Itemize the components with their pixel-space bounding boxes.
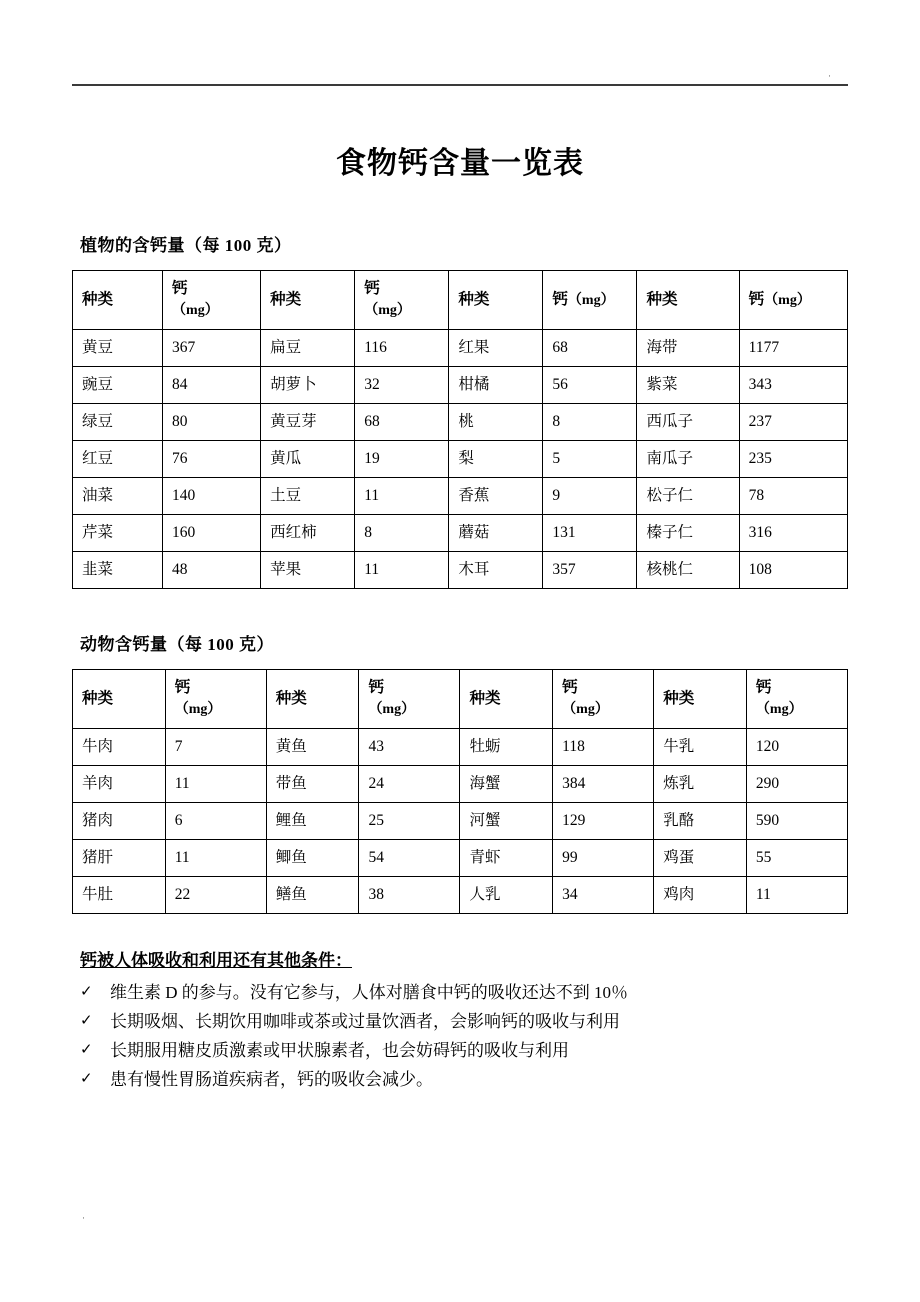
- column-header-label: 种类: [275, 690, 307, 707]
- list-item: [80, 1036, 848, 1065]
- calcium-value-cell: 140: [163, 478, 261, 515]
- food-name-cell: 紫菜: [637, 367, 739, 404]
- calcium-value-cell: 76: [163, 441, 261, 478]
- food-name-cell: 猪肝: [73, 840, 166, 877]
- food-name-cell: 香蕉: [449, 478, 543, 515]
- column-header: [261, 271, 355, 330]
- column-header-label: 种类: [270, 291, 302, 308]
- column-header-label: 钙: [748, 290, 765, 308]
- header-mark: ·: [828, 71, 831, 81]
- food-name-cell: 苹果: [261, 552, 355, 589]
- table-body: [73, 729, 848, 914]
- food-name-cell: 鸡蛋: [654, 840, 747, 877]
- food-name-cell: 韭菜: [73, 552, 163, 589]
- table-header-row: [73, 271, 848, 330]
- calcium-value-cell: 131: [543, 515, 637, 552]
- calcium-value-cell: 68: [543, 330, 637, 367]
- table-header-row: [73, 271, 848, 330]
- column-header-label: 种类: [82, 690, 114, 707]
- table-row: [73, 766, 848, 803]
- food-name-cell: 鲫鱼: [266, 840, 359, 877]
- column-header-label: 种类: [458, 291, 490, 308]
- table-header-row: [73, 670, 848, 729]
- food-name-cell: 牛肉: [73, 729, 166, 766]
- document-content: [72, 118, 848, 1094]
- table-row: [73, 515, 848, 552]
- table-header-row: [73, 670, 848, 729]
- column-header-label: 钙: [552, 290, 568, 308]
- column-header-label: 种类: [646, 291, 678, 308]
- calcium-value-cell: 6: [165, 803, 266, 840]
- table-row: [73, 404, 848, 441]
- column-header: [73, 271, 163, 330]
- calcium-value-cell: 8: [543, 404, 637, 441]
- calcium-value-cell: 5: [543, 441, 637, 478]
- food-name-cell: 黄鱼: [266, 729, 359, 766]
- column-header: [163, 271, 261, 330]
- food-name-cell: 黄豆: [73, 330, 163, 367]
- column-header-unit: （mg）: [755, 702, 803, 717]
- calcium-value-cell: 68: [355, 404, 449, 441]
- calcium-value-cell: 22: [165, 877, 266, 914]
- food-name-cell: 油菜: [73, 478, 163, 515]
- column-header: [460, 670, 553, 729]
- food-name-cell: 西红柿: [261, 515, 355, 552]
- column-header-unit: （mg）: [174, 702, 222, 717]
- calcium-value-cell: 80: [163, 404, 261, 441]
- column-header: [355, 271, 449, 330]
- calcium-value-cell: 316: [739, 515, 847, 552]
- calcium-value-cell: 129: [553, 803, 654, 840]
- calcium-value-cell: 32: [355, 367, 449, 404]
- column-header: [543, 271, 637, 330]
- tips-heading: 钙被人体吸收和利用还有其他条件：: [80, 951, 352, 970]
- column-header: [746, 670, 847, 729]
- table-row: [73, 877, 848, 914]
- food-name-cell: 红果: [449, 330, 543, 367]
- calcium-value-cell: 78: [739, 478, 847, 515]
- list-item: [80, 1007, 848, 1036]
- food-name-cell: 鲤鱼: [266, 803, 359, 840]
- calcium-value-cell: 19: [355, 441, 449, 478]
- tips-section: [72, 948, 848, 1094]
- header-rule: [72, 84, 848, 86]
- column-header-label: 钙: [368, 679, 384, 696]
- column-header-unit: （mg）: [764, 292, 811, 308]
- column-header: [165, 670, 266, 729]
- list-item-text: 患有慢性胃肠道疾病者，钙的吸收会减少。: [110, 1070, 433, 1089]
- calcium-value-cell: 367: [163, 330, 261, 367]
- column-header: [73, 670, 166, 729]
- column-header-label: 种类: [663, 690, 695, 707]
- food-name-cell: 芹菜: [73, 515, 163, 552]
- column-header-label: 钙: [364, 280, 380, 297]
- food-name-cell: 土豆: [261, 478, 355, 515]
- calcium-value-cell: 237: [739, 404, 847, 441]
- calcium-value-cell: 357: [543, 552, 637, 589]
- column-header-label: 钙: [755, 679, 772, 696]
- column-header-unit: （mg）: [364, 303, 411, 318]
- food-name-cell: 豌豆: [73, 367, 163, 404]
- table-row: [73, 840, 848, 877]
- food-name-cell: 黄瓜: [261, 441, 355, 478]
- column-header-label: 种类: [469, 690, 501, 707]
- calcium-value-cell: 108: [739, 552, 847, 589]
- table-body: [73, 330, 848, 589]
- section-heading-plant: 植物的含钙量（每 100 克）: [80, 236, 292, 255]
- food-name-cell: 牡蛎: [460, 729, 553, 766]
- calcium-value-cell: 7: [165, 729, 266, 766]
- page-title: 食物钙含量一览表: [336, 147, 584, 180]
- calcium-value-cell: 48: [163, 552, 261, 589]
- table-row: [73, 552, 848, 589]
- food-name-cell: 绿豆: [73, 404, 163, 441]
- food-name-cell: 蘑菇: [449, 515, 543, 552]
- food-name-cell: 木耳: [449, 552, 543, 589]
- plant-calcium-table: [72, 270, 848, 589]
- food-name-cell: 黄豆芽: [261, 404, 355, 441]
- calcium-value-cell: 38: [359, 877, 460, 914]
- calcium-value-cell: 11: [355, 552, 449, 589]
- food-name-cell: 乳酪: [654, 803, 747, 840]
- tips-list: [72, 978, 848, 1094]
- table-row: [73, 729, 848, 766]
- calcium-value-cell: 25: [359, 803, 460, 840]
- list-item-text: 长期吸烟、长期饮用咖啡或茶或过量饮酒者，会影响钙的吸收与利用: [110, 1012, 620, 1031]
- checkmark-icon: ✓: [80, 1042, 93, 1058]
- food-name-cell: 南瓜子: [637, 441, 739, 478]
- section-heading-animal: 动物含钙量（每 100 克）: [80, 635, 274, 654]
- table-row: [73, 441, 848, 478]
- calcium-value-cell: 11: [746, 877, 847, 914]
- calcium-value-cell: 11: [165, 766, 266, 803]
- food-name-cell: 西瓜子: [637, 404, 739, 441]
- calcium-value-cell: 590: [746, 803, 847, 840]
- list-item: [80, 978, 848, 1007]
- column-header-label: 种类: [82, 291, 114, 308]
- checkmark-icon: ✓: [80, 984, 93, 1000]
- food-name-cell: 牛乳: [654, 729, 747, 766]
- column-header: [266, 670, 359, 729]
- food-name-cell: 榛子仁: [637, 515, 739, 552]
- column-header: [654, 670, 747, 729]
- food-name-cell: 河蟹: [460, 803, 553, 840]
- food-name-cell: 青虾: [460, 840, 553, 877]
- column-header: [739, 271, 847, 330]
- calcium-value-cell: 118: [553, 729, 654, 766]
- calcium-value-cell: 116: [355, 330, 449, 367]
- list-item-text: 维生素 D 的参与。没有它参与，人体对膳食中钙的吸收还达不到 10％: [110, 983, 629, 1002]
- checkmark-icon: ✓: [80, 1071, 93, 1087]
- list-item: [80, 1065, 848, 1094]
- food-name-cell: 炼乳: [654, 766, 747, 803]
- calcium-value-cell: 34: [553, 877, 654, 914]
- food-name-cell: 红豆: [73, 441, 163, 478]
- food-name-cell: 人乳: [460, 877, 553, 914]
- calcium-value-cell: 43: [359, 729, 460, 766]
- column-header-label: 钙: [562, 679, 578, 696]
- table-row: [73, 330, 848, 367]
- calcium-value-cell: 54: [359, 840, 460, 877]
- calcium-value-cell: 55: [746, 840, 847, 877]
- food-name-cell: 牛肚: [73, 877, 166, 914]
- food-name-cell: 核桃仁: [637, 552, 739, 589]
- column-header-label: 钙: [174, 679, 191, 696]
- calcium-value-cell: 343: [739, 367, 847, 404]
- column-header-unit: （mg）: [172, 303, 219, 318]
- calcium-value-cell: 160: [163, 515, 261, 552]
- food-name-cell: 柑橘: [449, 367, 543, 404]
- list-item-text: 长期服用糖皮质激素或甲状腺素者，也会妨碍钙的吸收与利用: [110, 1041, 569, 1060]
- food-name-cell: 梨: [449, 441, 543, 478]
- food-name-cell: 鳝鱼: [266, 877, 359, 914]
- column-header: [359, 670, 460, 729]
- food-name-cell: 羊肉: [73, 766, 166, 803]
- food-name-cell: 胡萝卜: [261, 367, 355, 404]
- food-name-cell: 桃: [449, 404, 543, 441]
- calcium-value-cell: 8: [355, 515, 449, 552]
- food-name-cell: 鸡肉: [654, 877, 747, 914]
- calcium-value-cell: 24: [359, 766, 460, 803]
- calcium-value-cell: 384: [553, 766, 654, 803]
- calcium-value-cell: 11: [355, 478, 449, 515]
- calcium-value-cell: 9: [543, 478, 637, 515]
- column-header-unit: （mg）: [562, 702, 609, 717]
- column-header-unit: （mg）: [567, 292, 615, 308]
- checkmark-icon: ✓: [80, 1013, 93, 1029]
- calcium-value-cell: 99: [553, 840, 654, 877]
- calcium-value-cell: 235: [739, 441, 847, 478]
- table-row: [73, 367, 848, 404]
- calcium-value-cell: 11: [165, 840, 266, 877]
- food-name-cell: 带鱼: [266, 766, 359, 803]
- food-name-cell: 松子仁: [637, 478, 739, 515]
- food-name-cell: 扁豆: [261, 330, 355, 367]
- footer-mark: ·: [82, 1213, 85, 1223]
- animal-calcium-table: [72, 669, 848, 914]
- food-name-cell: 海带: [637, 330, 739, 367]
- table-row: [73, 803, 848, 840]
- calcium-value-cell: 1177: [739, 330, 847, 367]
- calcium-value-cell: 84: [163, 367, 261, 404]
- column-header: [553, 670, 654, 729]
- column-header: [449, 271, 543, 330]
- column-header-unit: （mg）: [368, 702, 416, 717]
- table-row: [73, 478, 848, 515]
- food-name-cell: 海蟹: [460, 766, 553, 803]
- food-name-cell: 猪肉: [73, 803, 166, 840]
- calcium-value-cell: 56: [543, 367, 637, 404]
- calcium-value-cell: 120: [746, 729, 847, 766]
- calcium-value-cell: 290: [746, 766, 847, 803]
- column-header-label: 钙: [172, 280, 188, 297]
- column-header: [637, 271, 739, 330]
